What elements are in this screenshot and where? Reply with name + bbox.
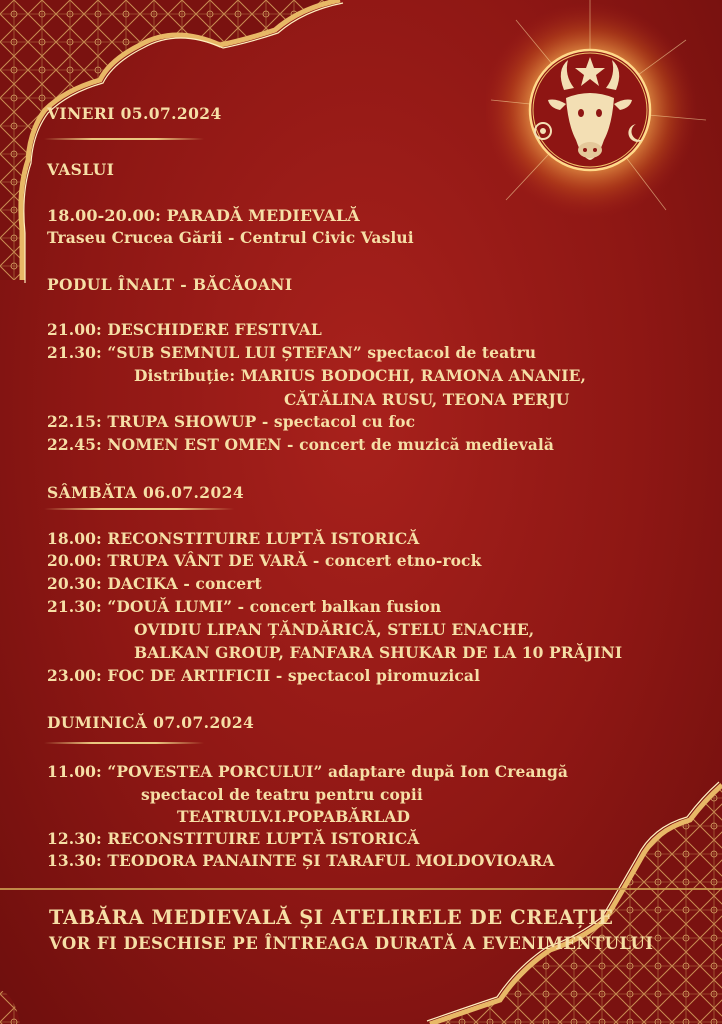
footer-subtitle: VOR FI DESCHISE PE ÎNTREAGA DURATĂ A EVENIMENTULUI bbox=[49, 934, 654, 953]
list-item: 22.15: TRUPA SHOWUP - spectacol cu foc bbox=[47, 412, 416, 431]
list-item: Distribuție: MARIUS BODOCHI, RAMONA ANANIE, bbox=[134, 366, 586, 385]
divider-line bbox=[44, 138, 204, 140]
list-item: 21.00: DESCHIDERE FESTIVAL bbox=[47, 320, 322, 339]
list-item: CĂTĂLINA RUSU, TEONA PERJU bbox=[284, 390, 570, 409]
location-heading-podul-inalt: PODUL ÎNALT - BĂCĂOANI bbox=[47, 275, 293, 294]
list-item: 13.30: TEODORA PANAINTE ȘI TARAFUL MOLDOVIOARA bbox=[47, 851, 555, 870]
list-item: spectacol de teatru pentru copii bbox=[141, 785, 423, 804]
parade-event: 18.00-20.00: PARADĂ MEDIEVALĂ bbox=[47, 206, 360, 225]
parade-route: Traseu Crucea Gării - Centrul Civic Vaslui bbox=[47, 228, 414, 247]
list-item: 12.30: RECONSTITUIRE LUPTĂ ISTORICĂ bbox=[47, 829, 420, 848]
list-item: 11.00: “POVESTEA PORCULUI” adaptare după Ion Creangă bbox=[47, 762, 569, 781]
list-item: 22.45: NOMEN EST OMEN - concert de muzică medievală bbox=[47, 435, 554, 454]
location-heading-vaslui: VASLUI bbox=[47, 160, 115, 179]
footer-divider bbox=[0, 888, 722, 890]
footer-title: TABĂRA MEDIEVALĂ ȘI ATELIRELE DE CREAȚIE bbox=[49, 906, 614, 929]
list-item: 20.00: TRUPA VÂNT DE VARĂ - concert etno-rock bbox=[47, 551, 482, 570]
list-item: 18.00: RECONSTITUIRE LUPTĂ ISTORICĂ bbox=[47, 529, 420, 548]
list-item: 21.30: “DOUĂ LUMI” - concert balkan fusion bbox=[47, 597, 442, 616]
divider-line bbox=[44, 742, 204, 744]
list-item: 23.00: FOC DE ARTIFICII - spectacol piromuzical bbox=[47, 666, 481, 685]
list-item: OVIDIU LIPAN ȚĂNDĂRICĂ, STELU ENACHE, bbox=[134, 620, 535, 639]
list-item: BALKAN GROUP, FANFARA SHUKAR DE LA 10 PRĂJINI bbox=[134, 643, 623, 662]
divider-line bbox=[44, 508, 234, 510]
list-item: TEATRULV.I.POPABĂRLAD bbox=[177, 807, 411, 826]
list-item: 21.30: “SUB SEMNUL LUI ȘTEFAN” spectacol de teatru bbox=[47, 343, 537, 362]
saturday-heading: SÂMBĂTA 06.07.2024 bbox=[47, 483, 245, 502]
sunday-heading: DUMINICĂ 07.07.2024 bbox=[47, 713, 255, 732]
friday-heading: VINERI 05.07.2024 bbox=[47, 104, 222, 123]
list-item: 20.30: DACIKA - concert bbox=[47, 574, 262, 593]
